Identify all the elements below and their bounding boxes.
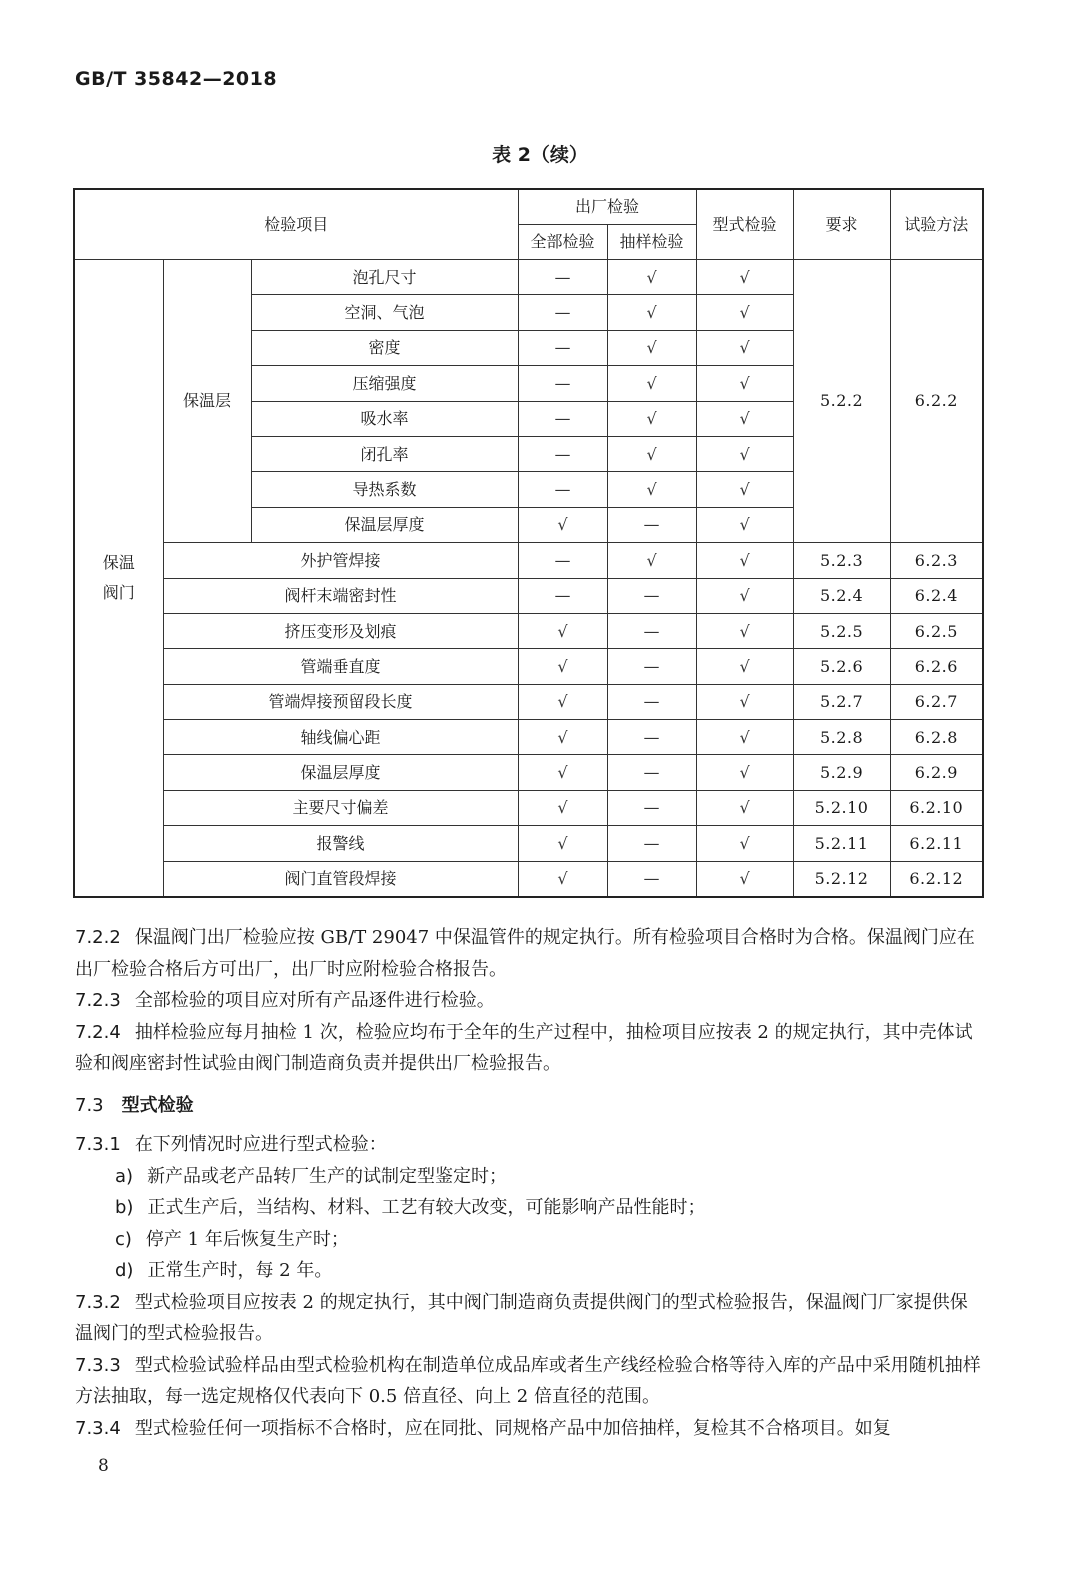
table-title: 表 2（续） [492, 144, 588, 166]
type-inspection-mark: √ [696, 436, 793, 471]
full-inspection-mark: √ [518, 755, 607, 790]
full-inspection-mark: √ [518, 613, 607, 648]
type-inspection-mark: √ [696, 613, 793, 648]
type-inspection-mark: √ [696, 649, 793, 684]
sample-inspection-mark: — [607, 720, 696, 755]
requirement-ref: 5.2.2 [793, 260, 890, 543]
sample-inspection-mark: — [607, 684, 696, 719]
full-inspection-mark: — [518, 543, 607, 578]
list-label: c) [115, 1228, 132, 1250]
sample-inspection-mark: — [607, 507, 696, 542]
table-row [74, 826, 983, 861]
clause-number: 7.2.4 [75, 1021, 121, 1043]
method-ref: 6.2.9 [890, 755, 983, 790]
list-text: 新产品或老产品转厂生产的试制定型鉴定时； [147, 1165, 508, 1187]
item-name: 管端焊接预留段长度 [163, 684, 518, 719]
full-inspection-mark: — [518, 260, 607, 295]
header-row-1 [74, 189, 983, 225]
list-label: d) [115, 1260, 134, 1281]
sample-inspection-mark: — [607, 790, 696, 825]
method-ref: 6.2.11 [890, 826, 983, 861]
subgroup-label: 保温层 [163, 260, 251, 543]
clause-text: 型式检验项目应按表 2 的规定执行，其中阀门制造商负责提供阀门的型式检验报告，保温阀门厂家提供保温阀门的型式检验报告。 [75, 1291, 968, 1344]
requirement-ref: 5.2.7 [793, 684, 890, 719]
clause-text: 抽样检验应每月抽检 1 次，检验应均布于全年的生产过程中，抽检项目应按表 2 的规定执行，其中壳体试验和阀座密封性试验由阀门制造商负责并提供出厂检验报告。 [75, 1021, 973, 1074]
type-inspection-mark: √ [696, 401, 793, 436]
requirement-ref: 5.2.3 [793, 543, 890, 578]
header-item: 检验项目 [74, 189, 518, 260]
type-inspection-mark: √ [696, 684, 793, 719]
list-item-b [75, 1192, 985, 1224]
item-name: 泡孔尺寸 [251, 260, 518, 295]
type-inspection-mark: √ [696, 755, 793, 790]
requirement-ref: 5.2.11 [793, 826, 890, 861]
clause-number: 7.2.3 [75, 990, 121, 1011]
sample-inspection-mark: √ [607, 543, 696, 578]
type-inspection-mark: √ [696, 861, 793, 897]
method-ref: 6.2.8 [890, 720, 983, 755]
header-full: 全部检验 [518, 225, 607, 260]
clause-7-2-3 [75, 985, 985, 1017]
item-name: 挤压变形及划痕 [163, 613, 518, 648]
clause-text: 在下列情况时应进行型式检验： [134, 1134, 387, 1155]
clause-number: 7.3.2 [75, 1291, 121, 1313]
table-row [74, 861, 983, 897]
sample-inspection-mark: √ [607, 295, 696, 330]
table-row [74, 684, 983, 719]
requirement-ref: 5.2.10 [793, 790, 890, 825]
header-type: 型式检验 [696, 189, 793, 260]
type-inspection-mark: √ [696, 720, 793, 755]
requirement-ref: 5.2.5 [793, 613, 890, 648]
type-inspection-mark: √ [696, 260, 793, 295]
item-name: 压缩强度 [251, 366, 518, 401]
type-inspection-mark: √ [696, 826, 793, 861]
method-ref: 6.2.10 [890, 790, 983, 825]
type-inspection-mark: √ [696, 330, 793, 365]
list-label: b) [115, 1197, 134, 1218]
list-item-a [75, 1161, 985, 1193]
sample-inspection-mark: √ [607, 401, 696, 436]
list-item-c [75, 1224, 985, 1256]
sample-inspection-mark: — [607, 649, 696, 684]
type-inspection-mark: √ [696, 790, 793, 825]
full-inspection-mark: √ [518, 720, 607, 755]
method-ref: 6.2.2 [890, 260, 983, 543]
item-name: 管端垂直度 [163, 649, 518, 684]
method-ref: 6.2.6 [890, 649, 983, 684]
clause-text: 型式检验试验样品由型式检验机构在制造单位成品库或者生产线经检验合格等待入库的产品中采用随机抽样方法抽取，每一选定规格仅代表向下 0.5 倍直径、向上 2 倍直径的范围。 [75, 1354, 981, 1407]
section-7-3-heading [75, 1090, 985, 1122]
clause-text: 型式检验任何一项指标不合格时，应在同批、同规格产品中加倍抽样，复检其不合格项目。如复 [134, 1417, 891, 1439]
full-inspection-mark: — [518, 401, 607, 436]
item-name: 轴线偏心距 [163, 720, 518, 755]
item-name: 保温层厚度 [251, 507, 518, 542]
list-text: 正常生产时，每 2 年。 [147, 1260, 333, 1281]
clause-7-3-2 [75, 1287, 985, 1350]
sample-inspection-mark: √ [607, 366, 696, 401]
clause-7-2-2 [75, 922, 985, 985]
list-item-d [75, 1255, 985, 1287]
sample-inspection-mark: — [607, 578, 696, 613]
section-number: 7.3 [75, 1094, 104, 1116]
list-label: a) [115, 1165, 134, 1187]
requirement-ref: 5.2.6 [793, 649, 890, 684]
item-name: 导热系数 [251, 472, 518, 507]
full-inspection-mark: √ [518, 684, 607, 719]
item-name: 保温层厚度 [163, 755, 518, 790]
list-text: 正式生产后，当结构、材料、工艺有较大改变，可能影响产品性能时； [147, 1197, 706, 1218]
page-number: 8 [98, 1456, 109, 1476]
header-factory: 出厂检验 [518, 189, 696, 225]
item-name: 密度 [251, 330, 518, 365]
full-inspection-mark: — [518, 295, 607, 330]
table-row [74, 790, 983, 825]
table-row [74, 260, 983, 295]
clause-number: 7.3.3 [75, 1354, 121, 1376]
clause-number: 7.2.2 [75, 927, 121, 948]
method-ref: 6.2.7 [890, 684, 983, 719]
clause-text: 保温阀门出厂检验应按 GB/T 29047 中保温管件的规定执行。所有检验项目合格时为合格。保温阀门应在出厂检验合格后方可出厂，出厂时应附检验合格报告。 [75, 927, 975, 980]
table-row [74, 613, 983, 648]
full-inspection-mark: — [518, 472, 607, 507]
full-inspection-mark: √ [518, 826, 607, 861]
requirement-ref: 5.2.8 [793, 720, 890, 755]
item-name: 主要尺寸偏差 [163, 790, 518, 825]
full-inspection-mark: √ [518, 649, 607, 684]
clause-text: 全部检验的项目应对所有产品逐件进行检验。 [134, 990, 495, 1011]
requirement-ref: 5.2.4 [793, 578, 890, 613]
type-inspection-mark: √ [696, 295, 793, 330]
item-name: 外护管焊接 [163, 543, 518, 578]
full-inspection-mark: √ [518, 790, 607, 825]
full-inspection-mark: — [518, 330, 607, 365]
standard-code: GB/T 35842—2018 [75, 68, 278, 90]
sample-inspection-mark: — [607, 826, 696, 861]
clause-number: 7.3.4 [75, 1417, 121, 1439]
sample-inspection-mark: √ [607, 436, 696, 471]
full-inspection-mark: — [518, 366, 607, 401]
type-inspection-mark: √ [696, 366, 793, 401]
item-name: 阀门直管段焊接 [163, 861, 518, 897]
clause-7-3-1 [75, 1129, 985, 1161]
requirement-ref: 5.2.9 [793, 755, 890, 790]
header-requirement: 要求 [793, 189, 890, 260]
clause-7-3-4 [75, 1413, 985, 1445]
table-row [74, 578, 983, 613]
sample-inspection-mark: — [607, 755, 696, 790]
item-name: 闭孔率 [251, 436, 518, 471]
method-ref: 6.2.4 [890, 578, 983, 613]
sample-inspection-mark: √ [607, 260, 696, 295]
list-text: 停产 1 年后恢复生产时； [145, 1228, 349, 1250]
table-row [74, 720, 983, 755]
sample-inspection-mark: — [607, 861, 696, 897]
type-inspection-mark: √ [696, 578, 793, 613]
inspection-table [73, 188, 984, 898]
full-inspection-mark: √ [518, 861, 607, 897]
requirement-ref: 5.2.12 [793, 861, 890, 897]
section-title: 型式检验 [121, 1094, 194, 1116]
body-text [75, 922, 985, 1444]
sample-inspection-mark: — [607, 613, 696, 648]
item-name: 吸水率 [251, 401, 518, 436]
item-name: 报警线 [163, 826, 518, 861]
table-row [74, 543, 983, 578]
method-ref: 6.2.3 [890, 543, 983, 578]
clause-7-3-3 [75, 1350, 985, 1413]
full-inspection-mark: √ [518, 507, 607, 542]
item-name: 阀杆末端密封性 [163, 578, 518, 613]
clause-number: 7.3.1 [75, 1134, 121, 1155]
header-method: 试验方法 [890, 189, 983, 260]
sample-inspection-mark: √ [607, 330, 696, 365]
full-inspection-mark: — [518, 436, 607, 471]
table-row [74, 649, 983, 684]
method-ref: 6.2.5 [890, 613, 983, 648]
method-ref: 6.2.12 [890, 861, 983, 897]
table-row [74, 755, 983, 790]
item-name: 空洞、气泡 [251, 295, 518, 330]
type-inspection-mark: √ [696, 543, 793, 578]
type-inspection-mark: √ [696, 472, 793, 507]
sample-inspection-mark: √ [607, 472, 696, 507]
full-inspection-mark: — [518, 578, 607, 613]
header-sample: 抽样检验 [607, 225, 696, 260]
type-inspection-mark: √ [696, 507, 793, 542]
group-label: 保温 阀门 [74, 260, 163, 898]
clause-7-2-4 [75, 1017, 985, 1080]
